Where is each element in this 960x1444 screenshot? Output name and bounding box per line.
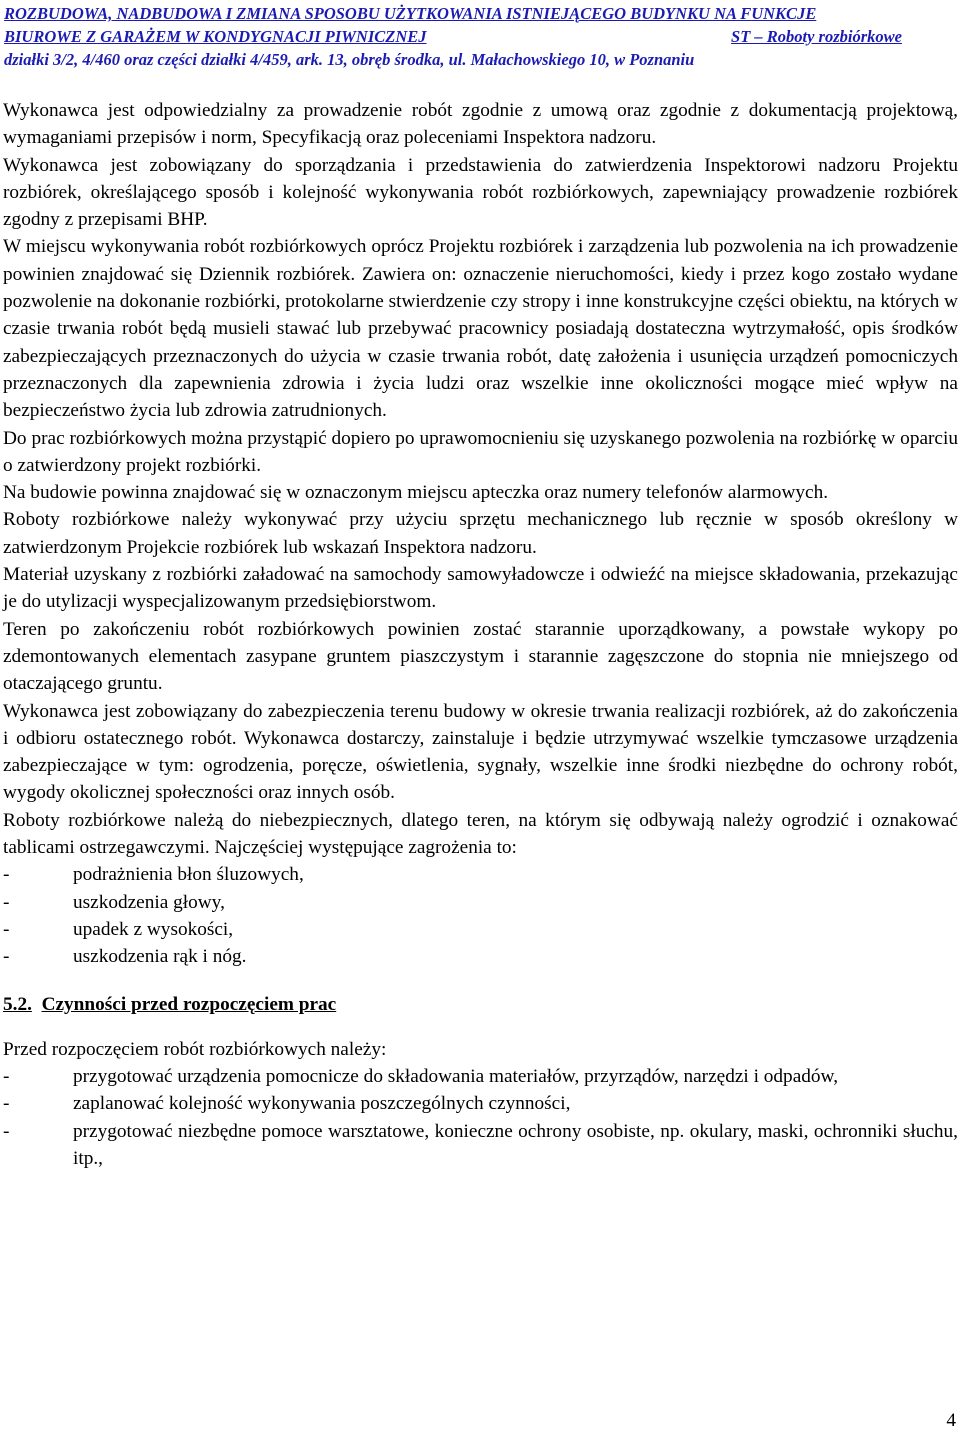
paragraph-methods: Roboty rozbiórkowe należy wykonywać przy użyciu sprzętu mechanicznego lub ręcznie w sposób określony w zatwierdzonym Projekcie rozbiórek lub wskazań Inspektora nadzoru.: [3, 509, 958, 558]
hazard-item: upadek z wysokości,: [73, 918, 234, 940]
paragraph-site-security: Wykonawca jest zobowiązany do zabezpieczenia terenu budowy w okresie trwania realizacji rozbiórek, aż do zakończenia i odbioru ostatecznego robót. Wykonawca dostarczy, zainstaluje i będzie utrzymywać wszelkie tymczasowe urządzenia zabezpieczające w tym: ogrodzenia, poręcze, oświetlenia, sygnały, wszelkie inne środki niezbędne do ochrony robót, wygody okolicznej społeczności oraz innych osób.: [3, 700, 958, 804]
header-location: działki 3/2, 4/460 oraz części działki 4/459, ark. 13, obręb środka, ul. Małachowskiego 10, w Poznaniu: [4, 50, 695, 69]
page-header: [4, 2, 944, 71]
paragraph-material-disposal: Materiał uzyskany z rozbiórki załadować na samochody samowyładowcze i odwieźć na miejsce składowania, przekazując je do utylizacji wyspecjalizowanym przedsiębiorstwom.: [3, 564, 958, 613]
header-line-3: [4, 48, 944, 71]
list-item: - przygotować niezbędne pomoce warsztatowe, konieczne ochrony osobiste, np. okulary, maski, ochronniki słuchu, itp.,: [3, 1118, 958, 1173]
header-line-1: [4, 2, 944, 25]
list-item: - podrażnienia błon śluzowych,: [3, 861, 958, 888]
section-heading: [3, 991, 958, 1018]
paragraph-hazards-intro: Roboty rozbiórkowe należą do niebezpiecznych, dlatego teren, na którym się odbywają należy ogrodzić i oznakować tablicami ostrzegawczymi. Najczęściej występujące zagrożenia to:: [3, 809, 958, 859]
paragraph-first-aid: Na budowie powinna znajdować się w oznaczonym miejscu apteczka oraz numery telefonów alarmowych.: [3, 482, 829, 504]
list-item: - upadek z wysokości,: [3, 916, 958, 943]
header-project-title-cont: BIUROWE Z GARAŻEM W KONDYGNACJI PIWNICZNEJ: [4, 27, 427, 46]
section-title: Czynności przed rozpoczęciem prac: [41, 993, 337, 1015]
preparation-item: zaplanować kolejność wykonywania poszczególnych czynności,: [73, 1093, 571, 1115]
page-number: 4: [946, 1410, 956, 1431]
document-body: [3, 97, 958, 1172]
paragraph-permit: Do prac rozbiórkowych można przystąpić dopiero po uprawomocnieniu się uzyskanego pozwolenia na rozbiórkę w oparciu o zatwierdzony projekt rozbiórki.: [3, 427, 958, 476]
paragraph-responsibility: Wykonawca jest odpowiedzialny za prowadzenie robót zgodnie z umową oraz zgodnie z dokumentacją projektową, wymaganiami przepisów i norm, Specyfikacją oraz poleceniami Inspektora nadzoru.: [3, 100, 958, 149]
header-project-title: ROZBUDOWA, NADBUDOWA I ZMIANA SPOSOBU UŻYTKOWANIA ISTNIEJĄCEGO BUDYNKU NA FUNKCJE: [4, 4, 817, 23]
hazard-item: uszkodzenia rąk i nóg.: [73, 946, 247, 968]
preparation-item: przygotować niezbędne pomoce warsztatowe, konieczne ochrony osobiste, np. okulary, maski, ochronniki słuchu, itp.,: [73, 1120, 958, 1169]
list-item: - uszkodzenia głowy,: [3, 889, 958, 916]
section-intro: Przed rozpoczęciem robót rozbiórkowych należy:: [3, 1038, 387, 1060]
hazard-item: podrażnienia błon śluzowych,: [73, 864, 304, 886]
list-item: - przygotować urządzenia pomocnicze do składowania materiałów, przyrządów, narzędzi i odpadów,: [3, 1063, 958, 1090]
paragraph-site-cleanup: Teren po zakończeniu robót rozbiórkowych powinien zostać starannie uporządkowany, a powstałe wykopy po zdemontowanych elementach zasypane gruntem piaszczystym i starannie zagęszczone do stopnia nie mniejszego od otaczającego gruntu.: [3, 618, 958, 695]
paragraph-demolition-project: Wykonawca jest zobowiązany do sporządzania i przedstawienia do zatwierdzenia Inspektorowi nadzoru Projektu rozbiórek, określającego sposób i kolejność wykonywania robót rozbiórkowych, zapewniający prowadzenie rozbiórek zgodny z przepisami BHP.: [3, 154, 958, 231]
list-item: - zaplanować kolejność wykonywania poszczególnych czynności,: [3, 1090, 958, 1117]
list-item: - uszkodzenia rąk i nóg.: [3, 943, 958, 970]
section-number: 5.2.: [3, 993, 32, 1015]
header-line-2: [4, 25, 944, 48]
paragraph-demolition-log: W miejscu wykonywania robót rozbiórkowych oprócz Projektu rozbiórek i zarządzenia lub pozwolenia na ich prowadzenie powinien znajdować się Dziennik rozbiórek. Zawiera on: oznaczenie nieruchomości, kiedy i przez kogo zostało wydane pozwolenie na dokonanie rozbiórki, protokolarne stwierdzenie czy stropy i inne konstrukcyjne części obiektu, na których w czasie trwania robót będą musieli stawać lub przebywać pracownicy posiadają dostateczna wytrzymałość, opis środków zabezpieczających przeznaczonych do użycia w czasie trwania robót, datę założenia i usunięcia urządzeń pomocniczych przeznaczonych dla zapewnienia zdrowia i życia ludzi oraz wszelkie inne okoliczności mogące mieć wpływ na bezpieczeństwo życia lub zdrowia zatrudnionych.: [3, 236, 958, 422]
header-spec-name: ST – Roboty rozbiórkowe: [731, 27, 902, 46]
hazard-item: uszkodzenia głowy,: [73, 891, 225, 913]
preparation-item: przygotować urządzenia pomocnicze do składowania materiałów, przyrządów, narzędzi i odpadów,: [73, 1066, 839, 1088]
